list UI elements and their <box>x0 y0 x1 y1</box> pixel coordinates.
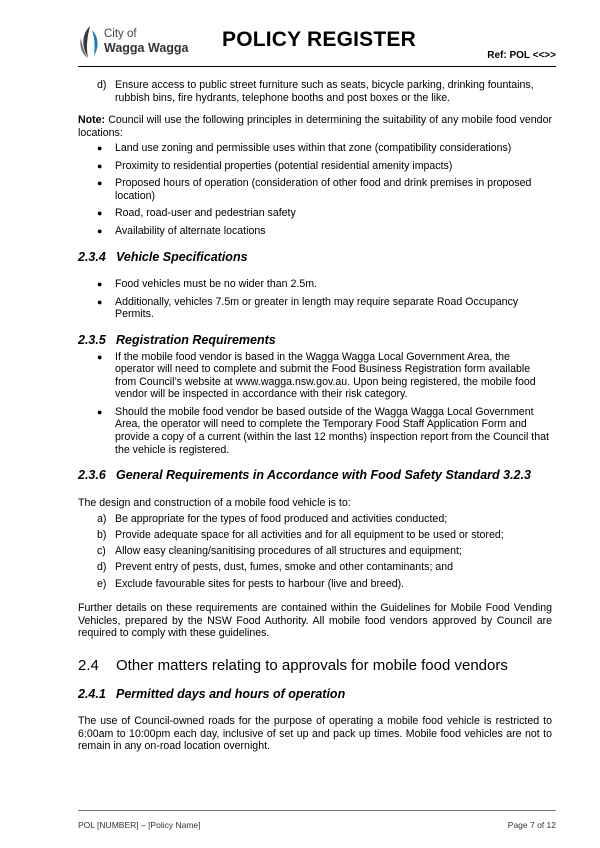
section-number: 2.4.1 <box>78 686 106 701</box>
section-title: General Requirements in Accordance with Food Safety Standard 3.2.3 <box>116 468 531 483</box>
logo-city-text: City of <box>104 28 137 40</box>
list-item-text: Be appropriate for the types of food produced and activities conducted; <box>115 512 448 525</box>
list-marker: e) <box>97 577 107 590</box>
footer-divider <box>78 810 556 811</box>
list-item-text: Prevent entry of pests, dust, fumes, smoke and other contaminants; and <box>115 561 454 574</box>
list-item <box>78 529 552 542</box>
council-logo <box>78 24 188 64</box>
section-number: 2.4 <box>78 656 99 674</box>
section-title: Registration Requirements <box>116 332 276 347</box>
list-marker: d) <box>97 79 107 91</box>
section-number: 2.3.4 <box>78 250 106 265</box>
note-text: Council will use the following principles in determining the suitability of any mobile food vendor locations: <box>78 114 552 139</box>
list-item-text: Proximity to residential properties (potential residential amenity impacts) <box>115 159 453 172</box>
list-marker: c) <box>97 545 106 558</box>
logo-name-text: Wagga Wagga <box>104 41 189 55</box>
vehicle-spec-bullets <box>78 278 552 321</box>
section-heading-2-3-6 <box>78 468 552 483</box>
list-item-text: Exclude favourable sites for pests to harbour (live and breed). <box>115 577 405 590</box>
registration-bullets <box>78 351 552 457</box>
list-item-text: Food vehicles must be no wider than 2.5m. <box>115 278 317 291</box>
section-intro: The design and construction of a mobile food vehicle is to: <box>78 497 351 510</box>
council-logo-icon <box>78 24 102 60</box>
header-divider <box>78 66 556 67</box>
list-item-text: Availability of alternate locations <box>115 224 266 237</box>
section-heading-2-4-1 <box>78 687 552 702</box>
section-title: Permitted days and hours of operation <box>116 686 346 701</box>
section-number: 2.3.5 <box>78 332 106 347</box>
list-item-text: Road, road-user and pedestrian safety <box>115 207 296 220</box>
further-details-paragraph: Further details on these requirements are contained within the Guidelines for Mobile Food Vending Vehicles, prepared by the NSW Food Authority. All mobile food vendors approved by Council are required to comply with these guidelines. <box>78 602 552 640</box>
list-item: ● Food vehicles must be no wider than 2.5m. <box>97 278 317 291</box>
section-heading-2-4 <box>78 657 552 675</box>
note-bullets <box>78 142 552 237</box>
continued-list <box>78 79 552 104</box>
section-heading-2-3-5 <box>78 333 552 348</box>
list-item <box>78 561 552 574</box>
design-requirements-list <box>78 513 552 590</box>
operating-hours-paragraph: The use of Council-owned roads for the purpose of operating a mobile food vehicle is restricted to 6:00am to 10:00pm each day, inclusive of set up and pack up times. Mobile food vehicles are not to remain in any on-road location overnight. <box>78 714 552 753</box>
note-paragraph <box>78 114 552 139</box>
page-number: Page 7 of 12 <box>507 820 556 830</box>
list-item-text: Allow easy cleaning/sanitising procedures of all structures and equipment; <box>115 545 462 558</box>
list-item-text: Additionally, vehicles 7.5m or greater in length may require separate Road Occupancy Permits. <box>115 295 519 321</box>
list-item: ● If the mobile food vendor is based in the Wagga Wagga Local Government Area, the operator will need to complete and submit the Food Business Registration form available from Council’s website at www.wagga.nsw.gov.au. Upon being registered, the mobile food vendor will be inspected in accordance with their risk category. <box>97 350 536 401</box>
list-item: ● Should the mobile food vendor be based outside of the Wagga Wagga Local Government Area, the operator will need to complete the Temporary Food Staff Application Form and provide a copy of a current (within the last 12 months) inspection report from the Council that the vehicle is registered. <box>97 405 549 456</box>
list-item-text: Should the mobile food vendor be based outside of the Wagga Wagga Local Government Area, the operator will need to complete the Temporary Food Staff Application Form and provide a copy of a current (within the last 12 months) inspection report from the Council that the vehicle is registered. <box>115 405 549 456</box>
policy-reference: Ref: POL <<>> <box>487 50 556 61</box>
document-body <box>78 79 552 753</box>
section-title: Other matters relating to approvals for mobile food vendors <box>116 656 508 674</box>
list-item: ● Proximity to residential properties (potential residential amenity impacts) <box>97 159 453 172</box>
list-item <box>78 545 552 558</box>
list-marker: a) <box>97 512 107 525</box>
list-item: ● Land use zoning and permissible uses within that zone (compatibility considerations) <box>97 142 512 155</box>
list-item <box>78 79 552 104</box>
list-marker: b) <box>97 529 107 542</box>
list-marker: d) <box>97 561 107 574</box>
section-number: 2.3.6 <box>78 468 106 483</box>
list-item-text: Ensure access to public street furniture such as seats, bicycle parking, drinking fountains, rubbish bins, fire hydrants, telephone booths and post boxes or the like. <box>115 79 534 104</box>
list-item: ● Availability of alternate locations <box>97 224 266 237</box>
note-label: Note: <box>78 114 106 127</box>
section-title: Vehicle Specifications <box>116 250 248 265</box>
list-item-text: Land use zoning and permissible uses within that zone (compatibility considerations) <box>115 142 512 155</box>
list-item <box>78 578 552 591</box>
section-heading-2-3-4 <box>78 250 552 265</box>
list-item-text: Provide adequate space for all activities and for all equipment to be used or stored; <box>115 529 504 542</box>
list-item: ● Proposed hours of operation (consideration of other food and drink premises in proposed location) <box>97 177 532 202</box>
footer-policy-name: POL [NUMBER] – [Policy Name] <box>78 820 201 830</box>
list-item-text: Proposed hours of operation (consideration of other food and drink premises in proposed location) <box>115 177 532 202</box>
page-title: POLICY REGISTER <box>222 28 416 51</box>
list-item-text: If the mobile food vendor is based in the Wagga Wagga Local Government Area, the operator will need to complete and submit the Food Business Registration form available from Council’s website at www.wagga.nsw.gov.au. Upon being registered, the mobile food vendor will be inspected in accordance with their risk category. <box>115 350 536 401</box>
list-item: ● Road, road-user and pedestrian safety <box>97 207 296 220</box>
list-item <box>78 513 552 526</box>
list-item: ● Additionally, vehicles 7.5m or greater in length may require separate Road Occupancy Permits. <box>97 295 519 321</box>
